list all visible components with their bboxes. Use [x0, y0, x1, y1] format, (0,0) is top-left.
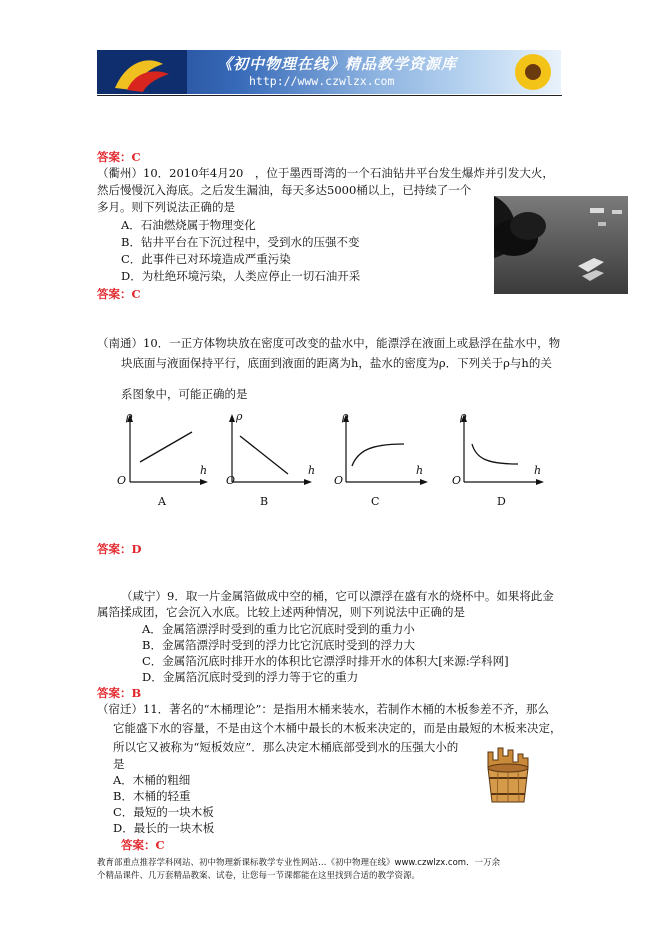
q11-suqian-option-d: D．最长的一块木板 — [113, 821, 215, 835]
oil-spill-photo — [494, 196, 628, 294]
banner-title: 《初中物理在线》精品教学资源库 — [217, 55, 458, 73]
header-rule — [97, 95, 562, 96]
q10-quzhou-line2: 然后慢慢沉入海底。之后发生漏油，每天多达5000桶以上，已持续了一个 — [97, 183, 472, 197]
answer-5: 答案：C — [121, 838, 165, 852]
graph-c-y-label: ρ — [342, 410, 349, 423]
q11-suqian-line1: （宿迁）11．著名的“木桶理论”：是指用木桶来装水，若制作木桶的木板参差不齐，那么 — [97, 702, 549, 716]
q9-xianning-option-b: B．金属箔漂浮时受到的浮力比它沉底时受到的浮力大 — [142, 638, 415, 652]
q10-quzhou-option-b: B．钻井平台在下沉过程中，受到水的压强不变 — [121, 235, 360, 249]
answer-4: 答案：B — [97, 686, 142, 700]
banner-url[interactable]: http://www.czwlzx.com — [249, 74, 395, 88]
q10-nantong-line2: 块底面与液面保持平行，底面到液面的距离为h，盐水的密度为ρ．下列关于ρ与h的关 — [121, 356, 552, 370]
q10-quzhou-option-d: D．为杜绝环境污染，人类应停止一切石油开采 — [121, 269, 361, 283]
q9-xianning-option-a: A．金属箔漂浮时受到的重力比它沉底时受到的重力小 — [142, 622, 415, 636]
wooden-bucket-illustration — [480, 746, 540, 806]
q10-nantong-line3: 系图象中，可能正确的是 — [121, 387, 248, 401]
graph-b-caption: B — [260, 495, 269, 508]
sunflower-center — [525, 64, 541, 80]
graph-b-y-label: ρ — [236, 410, 243, 423]
q10-nantong-line1: （南通）10．一正方体物块放在密度可改变的盐水中，能漂浮在液面上或悬浮在盐水中，物 — [97, 336, 561, 350]
q9-xianning-line1: （咸宁）9．取一片金属箔做成中空的桶，它可以漂浮在盛有水的烧杯中。如果将此金 — [121, 589, 554, 603]
graph-a-origin: O — [117, 474, 127, 487]
q9-xianning-line2: 属箔揉成团，它会沉入水底。比较上述两种情况，则下列说法中正确的是 — [97, 605, 465, 619]
graph-b-x-label: h — [308, 464, 316, 477]
graph-c-origin: O — [334, 474, 344, 487]
q10-quzhou-line3: 多月。则下列说法正确的是 — [97, 200, 235, 214]
graph-a-y-label: ρ — [126, 410, 133, 423]
graph-a-caption: A — [158, 495, 166, 508]
q10-quzhou-option-c: C．此事件已对环境造成严重污染 — [121, 252, 291, 266]
graph-a-x-label: h — [200, 464, 208, 477]
graph-c-curve — [352, 444, 404, 466]
q11-suqian-line3: 所以它又被称为“短板效应”．那么决定木桶底部受到水的压强大小的 — [113, 740, 459, 754]
q11-suqian-line2: 它能盛下水的容量，不是由这个木桶中最长的木板来决定的，而是由最短的木板来决定， — [113, 721, 562, 735]
graph-a-curve — [140, 432, 192, 462]
header-banner — [97, 50, 561, 94]
answer-1: 答案：C — [97, 150, 141, 164]
q11-suqian-line4: 是 — [113, 757, 125, 771]
graph-c-caption: C — [371, 495, 380, 508]
graph-d-curve — [472, 444, 518, 464]
q11-suqian-option-b: B．木桶的轻重 — [113, 789, 191, 803]
graph-d-x-label: h — [534, 464, 542, 477]
graph-b-curve — [240, 436, 288, 474]
answer-3: 答案：D — [97, 542, 142, 556]
q9-xianning-option-c: C．金属箔沉底时排开水的体积比它漂浮时排开水的体积大[来源:学科网] — [142, 654, 509, 668]
footer-line2: 个精品课件、几万套精品教案、试卷，让您每一节课都能在这里找到合适的教学资源。 — [97, 871, 421, 881]
q11-suqian-option-a: A．木桶的粗细 — [113, 773, 191, 787]
graph-c-x-label: h — [416, 464, 424, 477]
graph-d-y-label: ρ — [460, 410, 467, 423]
answer-2: 答案：C — [97, 287, 141, 301]
graph-d-origin: O — [452, 474, 462, 487]
graph-b-origin: O — [226, 474, 236, 487]
q10-quzhou-option-a: A．石油燃烧属于物理变化 — [121, 218, 256, 232]
q11-suqian-option-c: C．最短的一块木板 — [113, 805, 214, 819]
q9-xianning-option-d: D．金属箔沉底时受到的浮力等于它的重力 — [142, 670, 359, 684]
footer-line1: 教育部重点推荐学科网站、初中物理新课标教学专业性网站…《初中物理在线》www.czwlzx.com．一万余 — [97, 858, 501, 868]
graph-d-caption: D — [497, 495, 506, 508]
q10-quzhou-line1: （衢州）10．2010年4月20 ，位于墨西哥湾的一个石油钻井平台发生爆炸并引发大火， — [97, 166, 554, 180]
